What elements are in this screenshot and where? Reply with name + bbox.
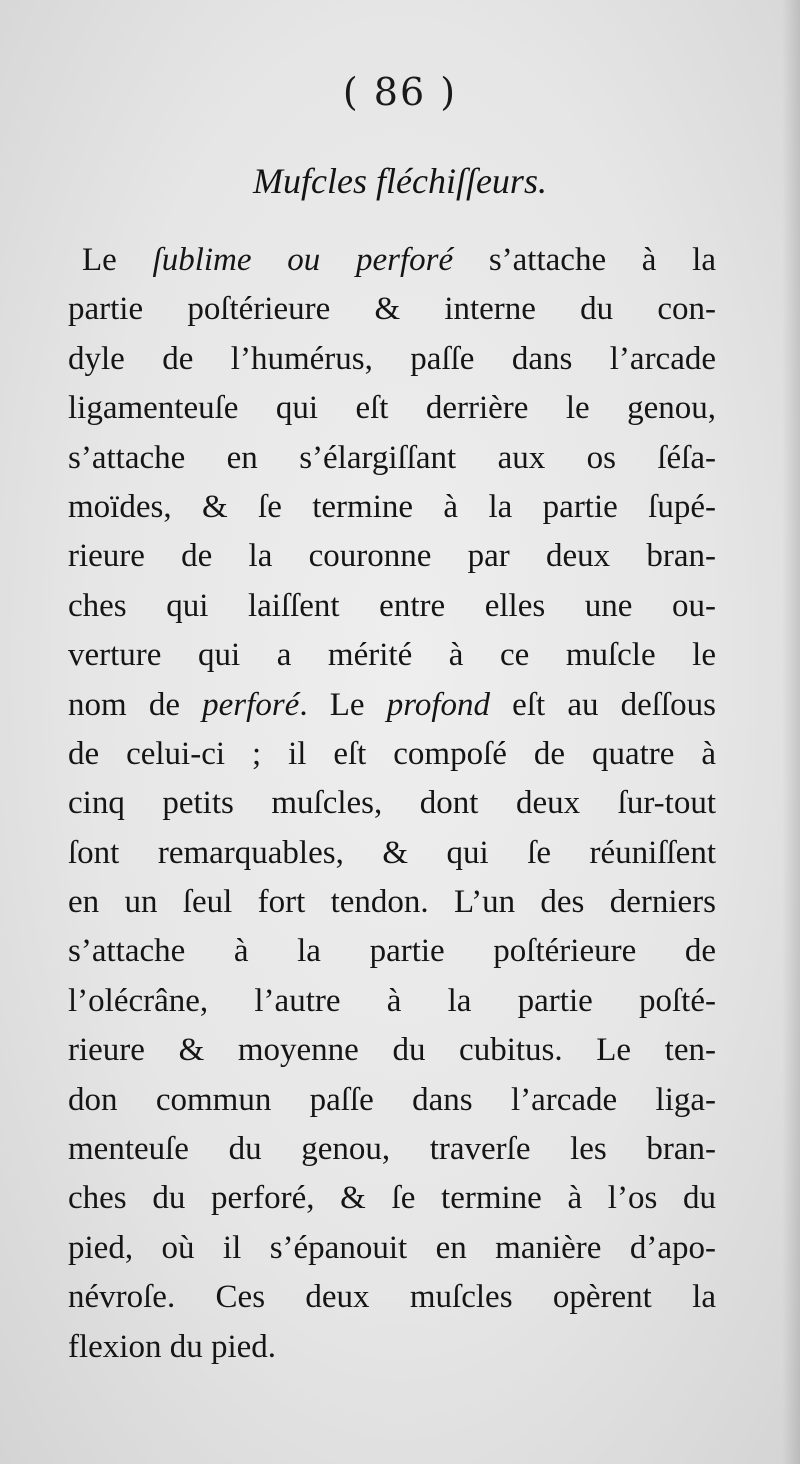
text-line (68, 681, 716, 730)
text-line (68, 779, 716, 828)
text-segment: ligamenteuſe qui eſt derrière le genou, (68, 390, 716, 427)
text-line (68, 1125, 716, 1174)
italic-text-segment: profond (386, 686, 491, 723)
text-line (68, 483, 716, 532)
text-line (68, 631, 716, 680)
text-line (68, 285, 716, 334)
text-segment: don commun paſſe dans l’arcade liga- (68, 1081, 716, 1118)
text-line (68, 1174, 716, 1223)
text-segment: s’attache en s’élargiſſant aux os ſéſa- (68, 439, 716, 476)
text-segment: névroſe. Ces deux muſcles opèrent la (68, 1279, 716, 1316)
text-segment: menteuſe du genou, traverſe les bran- (68, 1131, 716, 1168)
text-line (68, 1224, 716, 1273)
text-segment: eſt au deſſous (490, 686, 716, 723)
text-line (68, 1273, 716, 1322)
text-segment: verture qui a mérité à ce muſcle le (68, 637, 716, 674)
text-segment: s’attache à la (453, 242, 716, 278)
italic-text-segment: perforé (202, 686, 300, 723)
text-segment: ſont remarquables, & qui ſe réuniſſent (68, 834, 716, 871)
italic-text-segment: ſublime ou perforé (152, 242, 454, 278)
text-line (68, 1026, 716, 1075)
page-number: ( 86 ) (342, 70, 458, 114)
text-line (68, 977, 716, 1026)
page-edge-shadow (782, 0, 800, 1464)
text-line (68, 384, 716, 433)
text-line (68, 335, 716, 384)
text-line (68, 582, 716, 631)
text-segment: pied, où il s’épanouit en manière d’apo- (68, 1229, 716, 1266)
text-line (68, 532, 716, 581)
text-segment: cinq petits muſcles, dont deux ſur-tout (68, 785, 716, 822)
text-line (68, 1323, 716, 1372)
text-segment: en un ſeul fort tendon. L’un des derniers (68, 884, 716, 921)
text-segment: l’olécrâne, l’autre à la partie poſté- (68, 982, 716, 1019)
text-segment: ches qui laiſſent entre elles une ou- (68, 587, 716, 624)
text-line (68, 434, 716, 483)
body-text (68, 236, 716, 1372)
text-segment: . Le (299, 686, 387, 723)
text-line (68, 878, 716, 927)
text-line (68, 236, 716, 285)
text-segment: rieure de la couronne par deux bran- (68, 538, 716, 575)
text-line (68, 829, 716, 878)
text-line (68, 927, 716, 976)
section-title: Mufcles fléchiſſeurs. (253, 161, 547, 201)
text-line (68, 730, 716, 779)
text-segment: dyle de l’humérus, paſſe dans l’arcade (68, 340, 716, 377)
text-line (68, 1076, 716, 1125)
text-segment: rieure & moyenne du cubitus. Le ten- (68, 1032, 716, 1069)
text-segment: de celui-ci ; il eſt compoſé de quatre à (68, 735, 716, 772)
text-segment: s’attache à la partie poſtérieure de (68, 933, 716, 970)
text-segment: partie poſtérieure & interne du con- (68, 291, 716, 328)
text-segment: Le (82, 242, 153, 278)
text-segment: nom de (68, 686, 203, 723)
text-segment: flexion du pied. (68, 1328, 277, 1365)
text-segment: ches du perforé, & ſe termine à l’os du (68, 1180, 716, 1217)
text-segment: moïdes, & ſe termine à la partie ſupé- (68, 488, 716, 525)
